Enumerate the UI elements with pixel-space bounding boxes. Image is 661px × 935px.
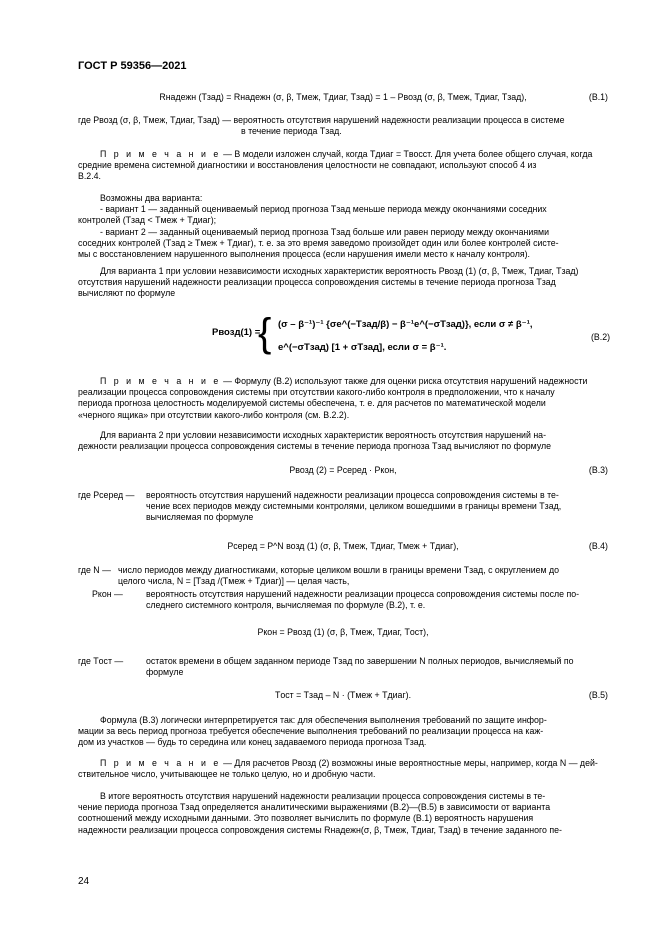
equation-b3-number: (В.3) xyxy=(588,465,608,475)
note-2-line: реализации процесса сопровождения системы при отсутствии какого-либо контроля в предположении, что к началу xyxy=(78,387,555,398)
where-tost-definition: остаток времени в общем заданном периоде Tзад по завершении N полных периодов, вычисляемый по формуле xyxy=(146,656,574,678)
paragraph-line: Для варианта 2 при условии независимости исходных характеристик вероятность отсутствия нарушений на- xyxy=(100,430,546,440)
note-1 xyxy=(78,149,608,183)
note-1-line: В.2.4. xyxy=(78,171,101,182)
where-b3-term: где Pсеред — xyxy=(78,490,135,500)
equation-b3-formula: Pвозд (2) = Pсеред · Pкон, xyxy=(289,465,397,475)
paragraph-line: надежности реализации процесса сопровождения системы Rнадежн(σ, β, Tмеж, Tдиаг, Tзад) в течение заданного пе- xyxy=(78,824,562,835)
equation-b2-case-2: e^(−σTзад) [1 + σTзад], если σ = β⁻¹. xyxy=(278,342,447,353)
final-paragraph xyxy=(78,791,608,836)
formula-b3-paragraph xyxy=(78,715,608,749)
note-1-line: средние времена системной диагностики и восстановления целостности не совпадают, используют способ 4 из xyxy=(78,160,537,171)
where-b3 xyxy=(78,490,608,530)
variant-2-line: - вариант 2 — заданный оцениваемый период прогноза Tзад больше или равен периоду между окончаниями xyxy=(100,226,549,237)
paragraph-line: дежности реализации процесса сопровождения системы в течение периода прогноза Tзад вычисляют по формуле xyxy=(78,441,552,452)
note-label: П р и м е ч а н и е xyxy=(100,149,221,159)
note-2 xyxy=(78,376,608,421)
paragraph-line: соотношений между исходными данными. Это позволяет вычислить по формуле (В.1) вероятность нарушения xyxy=(78,813,534,824)
paragraph-line: Для варианта 1 при условии независимости исходных характеристик вероятность Pвозд (1) (σ, β, Tмеж, Tдиаг, Tзад) xyxy=(100,266,579,276)
variant-2-paragraph xyxy=(78,430,608,452)
paragraph-line: дом из участков — будь то середина или конец задаваемого периода прогноза Tзад. xyxy=(78,737,427,748)
equation-pkon xyxy=(78,627,608,639)
equation-b2-number: (В.2) xyxy=(591,332,611,342)
piecewise-brace: { xyxy=(258,311,272,355)
where-b1 xyxy=(78,115,608,137)
equation-b5-number: (В.5) xyxy=(588,690,608,700)
note-label: П р и м е ч а н и е xyxy=(100,758,221,768)
equation-b4-number: (В.4) xyxy=(588,541,608,551)
where-b4-definition-n: число периодов между диагностиками, которые целиком вошли в границы времени Tзад, с округлением до целого числа, N = [Tзад /(Tмеж + Tдиаг)] — целая часть, xyxy=(118,565,560,587)
standard-header: ГОСТ Р 59356—2021 xyxy=(78,60,187,72)
note-2-line: периода прогноза целостность моделируемой системы обеспечена, т. е. для расчетов по математической модели xyxy=(78,398,546,409)
where-b3-definition: вероятность отсутствия нарушений надежности реализации процесса сопровождения системы в те- чение всех периодов между системными контролями, целиком вошедшими в границы времени Tзад, вычисляемая по формуле xyxy=(146,490,562,523)
where-tost xyxy=(78,656,608,681)
paragraph-line: отсутствия нарушений надежности реализации процесса сопровождения системы в течение периода прогноза Tзад xyxy=(78,277,556,288)
page-number: 24 xyxy=(78,876,90,887)
paragraph-line: вычисляют по формуле xyxy=(78,288,176,299)
equation-b3 xyxy=(78,465,608,477)
equation-b1-number: (В.1) xyxy=(588,92,608,102)
paragraph-line: чение периода прогноза Tзад определяется аналитическими выражениями (В.2)—(В.5) в зависимости от варианта xyxy=(78,802,551,813)
equation-b1-formula: Rнадежн (Tзад) = Rнадежн (σ, β, Tмеж, Tдиаг, Tзад) = 1 – Pвозд (σ, β, Tмеж, Tдиаг, Tзад), xyxy=(159,92,527,102)
equation-b2-case-1: (σ – β⁻¹)⁻¹ {σe^(−Tзад/β) − β⁻¹e^(−σTзад)}, если σ ≠ β⁻¹, xyxy=(278,319,533,330)
equation-b2-lhs: Pвозд(1) = xyxy=(212,327,261,338)
paragraph-line: Формула (В.3) логически интерпретируется так: для обеспечения выполнения требований по защите инфор- xyxy=(100,715,547,725)
variant-2-line: мы с восстановлением нарушенного выполнения процесса (если нарушения имели место к началу контроля). xyxy=(78,249,530,260)
note-3 xyxy=(78,758,608,780)
equation-b5 xyxy=(78,690,608,702)
note-label: П р и м е ч а н и е xyxy=(100,376,221,386)
variant-2-line: соседних контролей (Tзад ≥ Tмеж + Tдиаг), т. е. за это время заведомо произойдет один или более контролей систе- xyxy=(78,237,559,248)
note-1-line: П р и м е ч а н и е — В модели изложен случай, когда Tдиаг = Tвосст. Для учета более общего случая, когда xyxy=(100,149,593,159)
paragraph-line: В итоге вероятность отсутствия нарушений надежности реализации процесса сопровождения системы в те- xyxy=(100,791,546,801)
equation-b1 xyxy=(78,92,608,104)
equation-b4 xyxy=(78,541,608,553)
equation-b5-formula: Tост = Tзад – N · (Tмеж + Tдиаг). xyxy=(274,690,412,700)
where-b4-term-n: где N — xyxy=(78,565,111,575)
variants-intro: Возможны два варианта: xyxy=(100,193,203,203)
variant-1-line: - вариант 1 — заданный оцениваемый период прогноза Tзад меньше периода между окончаниями соседних xyxy=(100,204,547,215)
variant-1-line: контролей (Tзад < Tмеж + Tдиаг); xyxy=(78,215,217,226)
where-b1-line: в течение периода Tзад. xyxy=(241,126,342,137)
variant-1-paragraph xyxy=(78,266,608,300)
note-3-line: ствительное число, учитывающее не только целую, но и дробную части. xyxy=(78,769,376,780)
equation-pkon-formula: Pкон = Pвозд (1) (σ, β, Tмеж, Tдиаг, Tост), xyxy=(257,627,429,637)
where-b1-line: где Pвозд (σ, β, Tмеж, Tдиаг, Tзад) — вероятность отсутствия нарушений надежности реализации процесса в системе xyxy=(78,115,565,125)
where-b4-n xyxy=(78,565,608,590)
where-b4-term-pkon: Pкон — xyxy=(92,589,123,599)
where-b4-definition-pkon: вероятность отсутствия нарушений надежности реализации процесса сопровождения системы после по- следнего системного контроля, вычисляемая по формуле (В.2), т. е. xyxy=(146,589,580,611)
where-tost-term: где Tост — xyxy=(78,656,124,666)
note-2-line: «черного ящика» при отсутствии какого-либо контроля (см. В.2.2). xyxy=(78,409,350,420)
paragraph-line: мации за весь период прогноза требуется обеспечение выполнения требований по реализации процесса на каж- xyxy=(78,726,544,737)
equation-b4-formula: Pсеред = P^N возд (1) (σ, β, Tмеж, Tдиаг, Tмеж + Tдиаг), xyxy=(227,541,459,551)
note-2-line: П р и м е ч а н и е — Формулу (В.2) используют также для оценки риска отсутствия нарушений надежности xyxy=(100,376,588,386)
where-b4-pkon xyxy=(78,589,608,614)
note-3-line: П р и м е ч а н и е — Для расчетов Pвозд (2) возможны иные вероятностные меры, например, когда N — дей- xyxy=(100,758,598,768)
variants-list xyxy=(78,193,608,260)
